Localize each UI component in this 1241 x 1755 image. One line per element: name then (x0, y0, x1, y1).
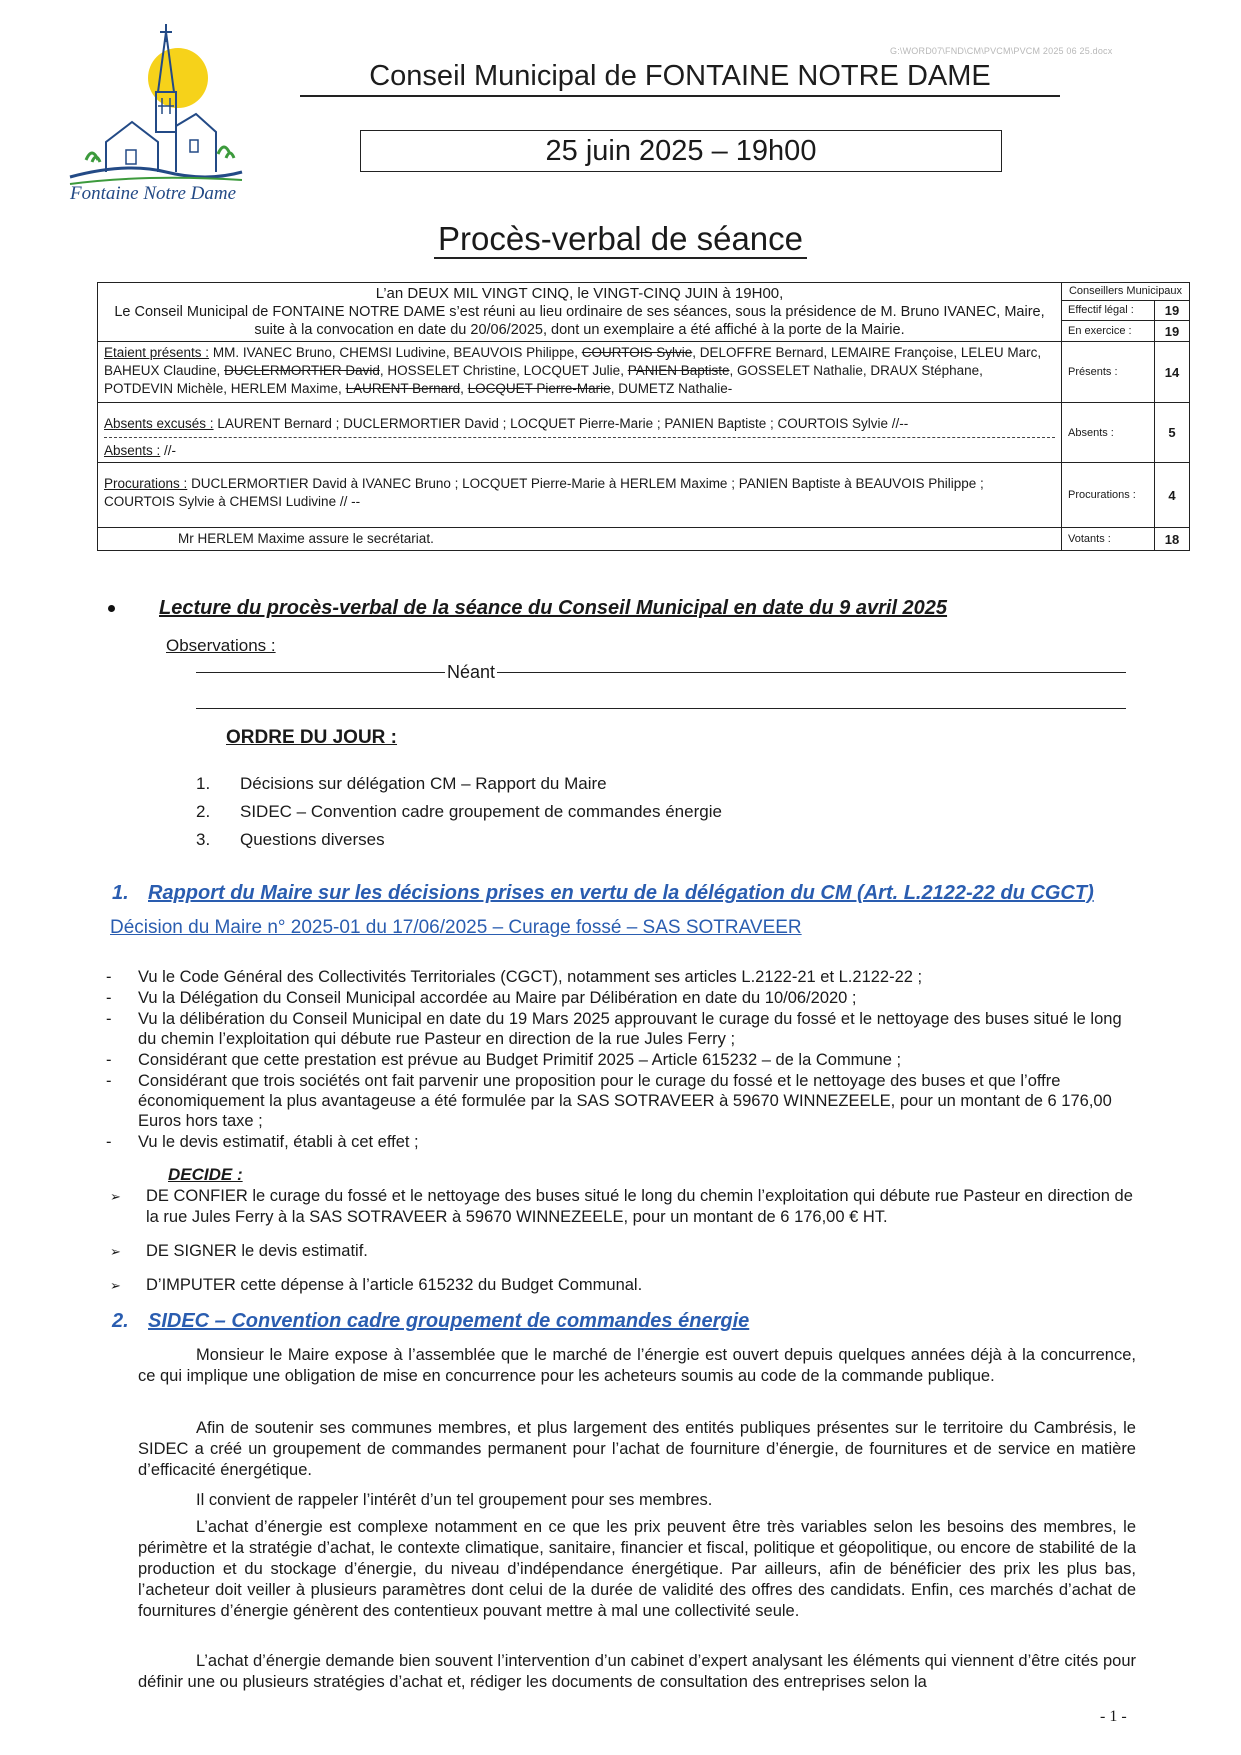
lecture-title-text: Lecture du procès-verbal de la séance du Conseil Municipal en date du 9 avril 2025 (159, 597, 948, 619)
list-item: - Vu la délibération du Conseil Municipal en date du 19 Mars 2025 approuvant le curage du fossé et le nettoyage des buses situé le long du chemin l’exploitation qui débute rue Pasteur en direction de la rue Jules Ferry ; (106, 1010, 1122, 1048)
intro-line2: Le Conseil Municipal de FONTAINE NOTRE DAME s’est réuni au lieu ordinaire de ses séances, sous la présidence de M. Bruno IVANEC, Maire, suite à la convocation en date du 20/06/2025, dont un exemplaire a été affiché à la porte de la Mairie. (114, 304, 1045, 338)
arrow-icon: ➢ (110, 1278, 121, 1293)
presents-text: , DUMETZ Nathalie- (610, 381, 733, 396)
decision-text: DE CONFIER le curage du fossé et le nettoyage des buses situé le long du chemin l’exploitation qui débute rue Pasteur en direction de la rue Jules Ferry à la SAS SOTRAVEER à 59670 WINNEZEELE, pour un montant de 6 176,00 € HT. (146, 1187, 1133, 1226)
presents-count-label: Présents : (1062, 342, 1155, 403)
vu-text: Considérant que cette prestation est prévue au Budget Primitif 2025 – Article 615232 – de la Commune ; (138, 1051, 902, 1069)
procurations-count-label: Procurations : (1062, 463, 1155, 528)
lecture-title (108, 597, 947, 620)
paragraph-text: L’achat d’énergie est complexe notamment en ce que les prix peuvent être très variables selon les besoins des membres, le périmètre et la stratégie d’achat, le contexte climatique, sanitaire, financier et fiscal, politique et géopolitique, ou encore de stabilité de la production et du stockage d’énergie, du niveau d’indépendance énergétique. Par ailleurs, afin de bénéficier des prix les plus bas, l’acheteur doit veiller à plusieurs paramètres dont celui de la durée de validité des offres des candidats. Enfin, ces marchés d’achat de fournitures d’énergie génèrent des contentieux pouvant mettre à mal une collectivité seule. (138, 1518, 1136, 1620)
item-number: 1. (196, 774, 211, 793)
paragraph (138, 1490, 1136, 1511)
neant-text: Néant (447, 662, 496, 682)
decision-text: D’IMPUTER cette dépense à l’article 615232 du Budget Communal. (146, 1276, 643, 1294)
council-title: Conseil Municipal de FONTAINE NOTRE DAME (300, 60, 1060, 97)
absents-text: //- (164, 443, 177, 458)
section2-title (112, 1310, 749, 1333)
session-date: 25 juin 2025 – 19h00 (360, 130, 1002, 172)
votants-value: 18 (1155, 528, 1190, 551)
presents-text: , (460, 381, 464, 396)
ordre-du-jour-list (196, 770, 722, 854)
paragraph-text: Il convient de rappeler l’intérêt d’un tel groupement pour ses membres. (196, 1491, 713, 1509)
dashed-separator (104, 437, 1055, 438)
procurations-count-value: 4 (1155, 463, 1190, 528)
list-item: - Vu le devis estimatif, établi à cet effet ; (106, 1133, 419, 1151)
session-intro (98, 283, 1062, 342)
list-item: - Considérant que trois sociétés ont fait parvenir une proposition pour le curage du fossé et le nettoyage des buses et que l’offre économiquement la plus avantageuse a été formulée par la SAS SOTRAVEER à 59670 WINNEZEELE, pour un montant de 6 176,00 Euros hors taxe ; (106, 1072, 1112, 1130)
observation-line (196, 672, 1126, 673)
effectif-label: Effectif légal : (1062, 300, 1155, 321)
paragraph (138, 1345, 1136, 1387)
decide-label: DECIDE : (168, 1165, 243, 1184)
logo-caption: Fontaine Notre Dame (70, 183, 237, 204)
arrow-icon: ➢ (110, 1189, 121, 1204)
list-item: - Vu le Code Général des Collectivités Territoriales (CGCT), notamment ses articles L.2122-21 et L.2122-22 ; (106, 968, 923, 986)
absents-count-value: 5 (1155, 403, 1190, 463)
presents-struck: DUCLERMORTIER David (224, 363, 380, 378)
section-number: 1. (112, 882, 129, 904)
list-item (196, 826, 722, 854)
observation-line (196, 708, 1126, 709)
list-item (196, 770, 722, 798)
presents-count-value: 14 (1155, 342, 1190, 403)
presents-label: Etaient présents : (104, 345, 210, 360)
votants-label: Votants : (1062, 528, 1155, 551)
section-title-text: SIDEC – Convention cadre groupement de commandes énergie (148, 1310, 750, 1332)
pv-title (0, 220, 1241, 258)
vu-text: Considérant que trois sociétés ont fait parvenir une proposition pour le curage du fossé et le nettoyage des buses et que l’offre économiquement la plus avantageuse a été formulée par la SAS SOTRAVEER à 59670 WINNEZEELE, pour un montant de 6 176,00 Euros hors taxe ; (138, 1072, 1112, 1130)
list-item (106, 1186, 1136, 1228)
presents-struck: COURTOIS Sylvie (581, 345, 693, 360)
observations-label: Observations : (166, 636, 276, 655)
section-title-text: Rapport du Maire sur les décisions prises en vertu de la délégation du CM (Art. L.2122-22 du CGCT) (148, 882, 1094, 904)
section1-title (112, 882, 1094, 905)
absents-label: Absents : (104, 443, 161, 458)
item-label: Questions diverses (240, 830, 385, 849)
item-label: SIDEC – Convention cadre groupement de commandes énergie (240, 802, 722, 821)
document-reference: G:\WORD07\FND\CM\PVCM\PVCM 2025 06 25.docx (890, 46, 1113, 56)
procurations-label: Procurations : (104, 476, 188, 491)
list-item (196, 798, 722, 826)
pv-title-text: Procès-verbal de séance (434, 220, 807, 259)
vu-text: Vu le Code Général des Collectivités Territoriales (CGCT), notamment ses articles L.2122-21 et L.2122-22 ; (138, 968, 923, 986)
decision-title: Décision du Maire n° 2025-01 du 17/06/2025 – Curage fossé – SAS SOTRAVEER (110, 917, 802, 938)
intro-line1: L’an DEUX MIL VINGT CINQ, le VINGT-CINQ JUIN à 19H00, (375, 285, 784, 302)
presents-text: , HOSSELET Christine, LOCQUET Julie, (379, 363, 624, 378)
vu-text: Vu la Délégation du Conseil Municipal accordée au Maire par Délibération en date du 10/06/2020 ; (138, 989, 857, 1007)
paragraph-text: Monsieur le Maire expose à l’assemblée que le marché de l’énergie est ouvert depuis quelques années déjà à la concurrence, ce qui implique une obligation de mise en concurrence pour les acheteurs soumis au code de la commande publique. (138, 1346, 1136, 1385)
absents-cell (98, 403, 1062, 463)
item-number: 2. (196, 802, 211, 821)
item-label: Décisions sur délégation CM – Rapport du Maire (240, 774, 607, 793)
list-item: - Considérant que cette prestation est prévue au Budget Primitif 2025 – Article 615232 – de la Commune ; (106, 1051, 902, 1069)
arrow-icon: ➢ (110, 1244, 121, 1259)
paragraph (138, 1651, 1136, 1693)
item-number: 3. (196, 830, 211, 849)
ordre-du-jour-title: ORDRE DU JOUR : (226, 727, 398, 748)
list-item: - Vu la Délégation du Conseil Municipal accordée au Maire par Délibération en date du 10/06/2020 ; (106, 989, 857, 1007)
presents-struck: PANIEN Baptiste (627, 363, 730, 378)
excuses-text: LAURENT Bernard ; DUCLERMORTIER David ; LOCQUET Pierre-Marie ; PANIEN Baptiste ; COURTOIS Sylvie //-- (217, 416, 909, 431)
absents-count-label: Absents : (1062, 403, 1155, 463)
presents-text: , GOSSELET Nathalie, DRAUX Stéphane, POTDEVIN Michèle, HERLEM Maxime, (104, 363, 983, 396)
presents-text: , DELOFFRE Bernard, LEMAIRE Françoise, LELEU Marc, BAHEUX Claudine, (104, 345, 1042, 378)
decision-text: DE SIGNER le devis estimatif. (146, 1242, 368, 1260)
list-item (106, 1241, 1136, 1262)
decisions-list (106, 1186, 1136, 1309)
paragraph (138, 1418, 1136, 1481)
vu-list (106, 967, 1136, 1153)
excuses-label: Absents excusés : (104, 416, 214, 431)
paragraph (138, 1517, 1136, 1622)
secretary-text: Mr HERLEM Maxime assure le secrétariat. (178, 531, 434, 546)
vu-text: Vu la délibération du Conseil Municipal en date du 19 Mars 2025 approuvant le curage du fossé et le nettoyage des buses situé le long du chemin l’exploitation qui débute rue Pasteur en direction de la rue Jules Ferry ; (138, 1010, 1122, 1048)
paragraph-text: L’achat d’énergie demande bien souvent l’intervention d’un cabinet d’expert analysant les éléments qui viennent d’être cités pour définir une ou plusieurs stratégies d’achat et, rédiger les documents de consultation des entreprises selon la (138, 1652, 1136, 1691)
paragraph-text: Afin de soutenir ses communes membres, et plus largement des entités publiques présentes sur le territoire du Cambrésis, le SIDEC a créé un groupement de commandes permanent pour l’achat de fourniture d’énergie, de fournitures et de service en matière d’efficacité énergétique. (138, 1419, 1136, 1479)
presents-struck: LAURENT Bernard (345, 381, 461, 396)
secretary-cell (98, 528, 1062, 551)
counts-header: Conseillers Municipaux (1062, 283, 1190, 301)
bullet-icon (108, 605, 115, 612)
presents-cell (98, 342, 1062, 403)
presents-text: MM. IVANEC Bruno, CHEMSI Ludivine, BEAUVOIS Philippe, (212, 345, 578, 360)
vu-text: Vu le devis estimatif, établi à cet effet ; (138, 1133, 419, 1151)
exercice-value: 19 (1155, 321, 1190, 342)
exercice-label: En exercice : (1062, 321, 1155, 342)
presents-struck: LOCQUET Pierre-Marie (467, 381, 611, 396)
procurations-text: DUCLERMORTIER David à IVANEC Bruno ; LOCQUET Pierre-Marie à HERLEM Maxime ; PANIEN Baptiste à BEAUVOIS Philippe ; COURTOIS Sylvie à CHEMSI Ludivine // -- (104, 476, 984, 509)
procurations-cell (98, 463, 1062, 528)
page-number: - 1 - (1100, 1708, 1127, 1725)
effectif-value: 19 (1155, 300, 1190, 321)
list-item (106, 1275, 1136, 1296)
section-number: 2. (112, 1310, 129, 1332)
attendance-table (97, 282, 1190, 551)
